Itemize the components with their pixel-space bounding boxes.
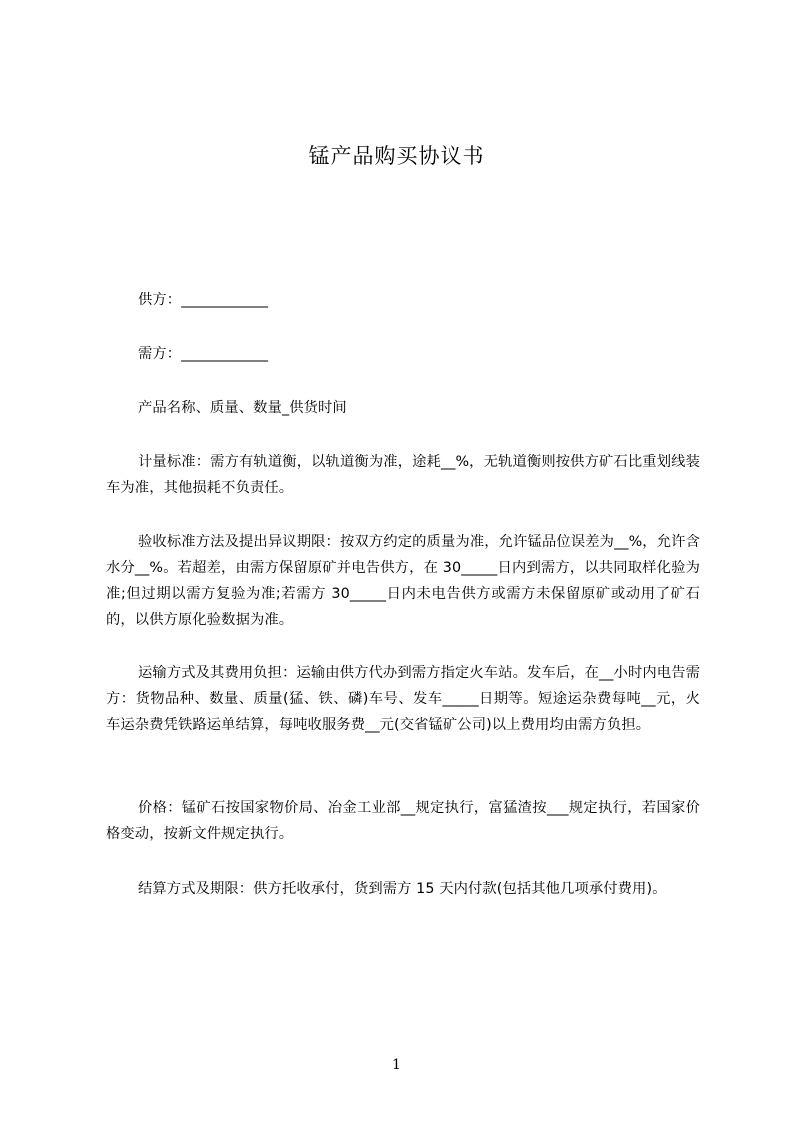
document-title: 锰产品购买协议书 — [308, 144, 485, 168]
transport-clause: 运输方式及其费用负担：运输由供方代办到需方指定火车站。发车后，在__小时内电告需方：货物品种、数量、质量(猛、铁、磷)车号、发车_____日期等。短途运杂费每吨__元，火车运杂费凭铁路运单结算，每吨收服务费__元(交省锰矿公司)以上费用均由需方负担。 — [106, 665, 700, 733]
metering-clause: 计量标准：需方有轨道衡，以轨道衡为准，途耗__%，无轨道衡则按供方矿石比重划线装车为准，其他损耗不负责任。 — [106, 454, 700, 496]
buyer-field: 需方：____________ — [138, 346, 269, 362]
product-heading: 产品名称、质量、数量_供货时间 — [138, 400, 347, 416]
price-clause: 价格：锰矿石按国家物价局、冶金工业部__规定执行，富猛渣按___规定执行，若国家价格变动，按新文件规定执行。 — [106, 800, 700, 842]
supplier-field: 供方：____________ — [138, 292, 269, 308]
acceptance-clause: 验收标准方法及提出异议期限：按双方约定的质量为准，允许锰品位误差为__%，允许含水分__%。若超差，由需方保留原矿并电告供方，在 30_____日内到需方，以共同取样化验为准;但过期以需方复验为准;若需方 30_____日内未电告供方或需方未保留原矿或动用了矿石的，以供方原化验数据为准。 — [106, 534, 700, 628]
settlement-clause: 结算方式及期限：供方托收承付，货到需方 15 天内付款(包括其他几项承付费用)。 — [138, 881, 667, 897]
page-number: 1 — [392, 1057, 401, 1073]
